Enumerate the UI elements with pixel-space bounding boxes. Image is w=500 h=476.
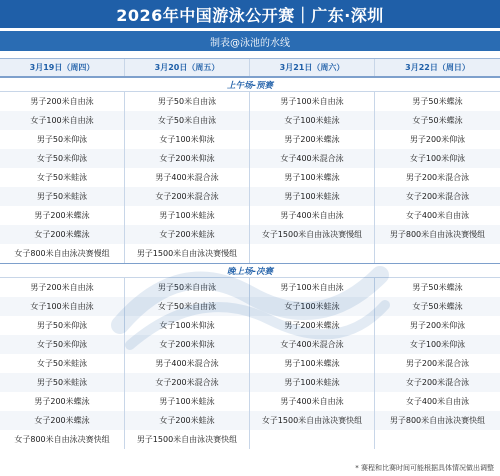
event-cell: 女子1500米自由泳决赛慢组 (250, 225, 375, 244)
morning-schedule (0, 92, 500, 263)
page-subtitle: 制表@泳池的水线 (0, 31, 500, 51)
event-cell: 男子100米蛙泳 (250, 187, 375, 206)
event-cell: 男子1500米自由泳决赛慢组 (125, 244, 250, 263)
event-cell: 男子800米自由泳决赛慢组 (375, 225, 500, 244)
table-row (0, 206, 500, 225)
evening-schedule (0, 278, 500, 449)
event-cell: 男子200米蝶泳 (0, 206, 125, 225)
event-cell: 女子400米混合泳 (250, 335, 375, 354)
table-row (0, 111, 500, 130)
table-row (0, 225, 500, 244)
event-cell: 女子50米蝶泳 (375, 111, 500, 130)
event-cell: 男子200米仰泳 (409, 321, 466, 330)
event-cell: 女子50米自由泳 (125, 297, 250, 316)
event-cell: 男子100米蝶泳 (250, 354, 375, 373)
event-cell: 女子100米仰泳 (125, 130, 250, 149)
event-cell: 男子50米仰泳 (0, 316, 125, 335)
schedule-footnote: * 赛程和比赛时间可能根据具体情况做出调整 (355, 464, 494, 472)
table-row (0, 278, 500, 297)
table-row (0, 130, 500, 149)
event-cell: 女子400米自由泳 (405, 397, 470, 406)
event-cell: 男子100米自由泳 (250, 92, 375, 111)
day-header-row (0, 59, 500, 77)
event-cell: 男子50米仰泳 (0, 130, 125, 149)
event-cell: 男子200米蝶泳 (250, 130, 375, 149)
event-cell: 男子400米混合泳 (125, 354, 250, 373)
event-cell: 女子200米蝶泳 (0, 411, 125, 430)
event-cell: 男子50米蝶泳 (412, 97, 463, 106)
day-header: 3月19日（周四） (0, 59, 125, 76)
event-cell: 女子200米仰泳 (125, 149, 250, 168)
event-cell: 男子50米蛙泳 (0, 373, 125, 392)
event-cell: 女子100米仰泳 (375, 335, 500, 354)
event-cell: 女子200米混合泳 (375, 187, 500, 206)
event-cell: 男子50米自由泳 (125, 92, 250, 111)
table-row (0, 244, 500, 263)
event-cell: 女子1500米自由泳决赛快组 (250, 411, 375, 430)
table-row (0, 187, 500, 206)
event-cell: 女子200米仰泳 (125, 335, 250, 354)
table-row (0, 316, 500, 335)
event-cell: 女子400米混合泳 (250, 149, 375, 168)
event-cell: 女子50米自由泳 (125, 111, 250, 130)
event-cell: 男子200米自由泳 (0, 92, 125, 111)
event-cell: 男子800米自由泳决赛快组 (375, 411, 500, 430)
event-cell: 女子100米自由泳 (0, 297, 125, 316)
event-cell: 女子200米蝶泳 (0, 225, 125, 244)
event-cell: 男子50米蝶泳 (412, 283, 463, 292)
event-cell: 女子200米蛙泳 (125, 225, 250, 244)
event-cell: 男子200米仰泳 (409, 135, 466, 144)
event-cell: 男子1500米自由泳决赛快组 (125, 430, 250, 449)
table-row (0, 373, 500, 392)
page-title: 2026年中国游泳公开赛｜广东·深圳 (0, 0, 500, 28)
event-cell: 女子200米混合泳 (125, 187, 250, 206)
event-cell: 女子50米蛙泳 (0, 354, 125, 373)
table-row (0, 92, 500, 111)
event-cell: 男子200米混合泳 (405, 359, 470, 368)
event-cell: 男子100米蛙泳 (125, 206, 250, 225)
evening-section-title: 晚上场-决赛 (0, 263, 500, 278)
event-cell (375, 244, 500, 263)
event-cell (250, 430, 375, 449)
event-cell: 女子400米自由泳 (405, 211, 470, 220)
morning-section-title: 上午场-预赛 (0, 77, 500, 92)
event-cell (375, 430, 500, 449)
event-cell: 女子100米仰泳 (125, 316, 250, 335)
event-cell: 女子50米蛙泳 (0, 168, 125, 187)
event-cell: 男子200米自由泳 (0, 278, 125, 297)
event-cell: 男子200米混合泳 (405, 173, 470, 182)
event-cell: 女子100米蛙泳 (250, 111, 375, 130)
event-cell: 女子200米混合泳 (375, 373, 500, 392)
event-cell: 女子200米混合泳 (125, 373, 250, 392)
event-cell: 女子50米仰泳 (0, 335, 125, 354)
event-cell: 女子200米蛙泳 (125, 411, 250, 430)
event-cell: 男子200米蝶泳 (0, 392, 125, 411)
event-cell: 男子100米蝶泳 (250, 168, 375, 187)
event-cell: 女子50米仰泳 (0, 149, 125, 168)
event-cell: 女子100米仰泳 (375, 149, 500, 168)
table-row (0, 354, 500, 373)
table-row (0, 335, 500, 354)
event-cell: 男子400米混合泳 (125, 168, 250, 187)
table-row (0, 168, 500, 187)
table-row (0, 411, 500, 430)
event-cell: 女子100米自由泳 (0, 111, 125, 130)
day-header: 3月20日（周五） (125, 59, 250, 76)
event-cell: 男子100米自由泳 (250, 278, 375, 297)
event-cell: 女子800米自由泳决赛快组 (0, 430, 125, 449)
table-row (0, 297, 500, 316)
table-row (0, 392, 500, 411)
table-row (0, 430, 500, 449)
event-cell: 男子400米自由泳 (250, 392, 375, 411)
event-cell: 女子800米自由泳决赛慢组 (0, 244, 125, 263)
event-cell: 男子400米自由泳 (250, 206, 375, 225)
day-header: 3月22日（周日） (375, 59, 500, 76)
table-row (0, 149, 500, 168)
event-cell: 男子100米蛙泳 (250, 373, 375, 392)
day-header: 3月21日（周六） (250, 59, 375, 76)
event-cell: 女子50米蝶泳 (375, 297, 500, 316)
event-cell (250, 244, 375, 263)
event-cell: 男子50米蛙泳 (0, 187, 125, 206)
event-cell: 男子50米自由泳 (125, 278, 250, 297)
event-cell: 男子200米蝶泳 (250, 316, 375, 335)
event-cell: 男子100米蛙泳 (125, 392, 250, 411)
schedule-table (0, 58, 500, 449)
event-cell: 女子100米蛙泳 (250, 297, 375, 316)
